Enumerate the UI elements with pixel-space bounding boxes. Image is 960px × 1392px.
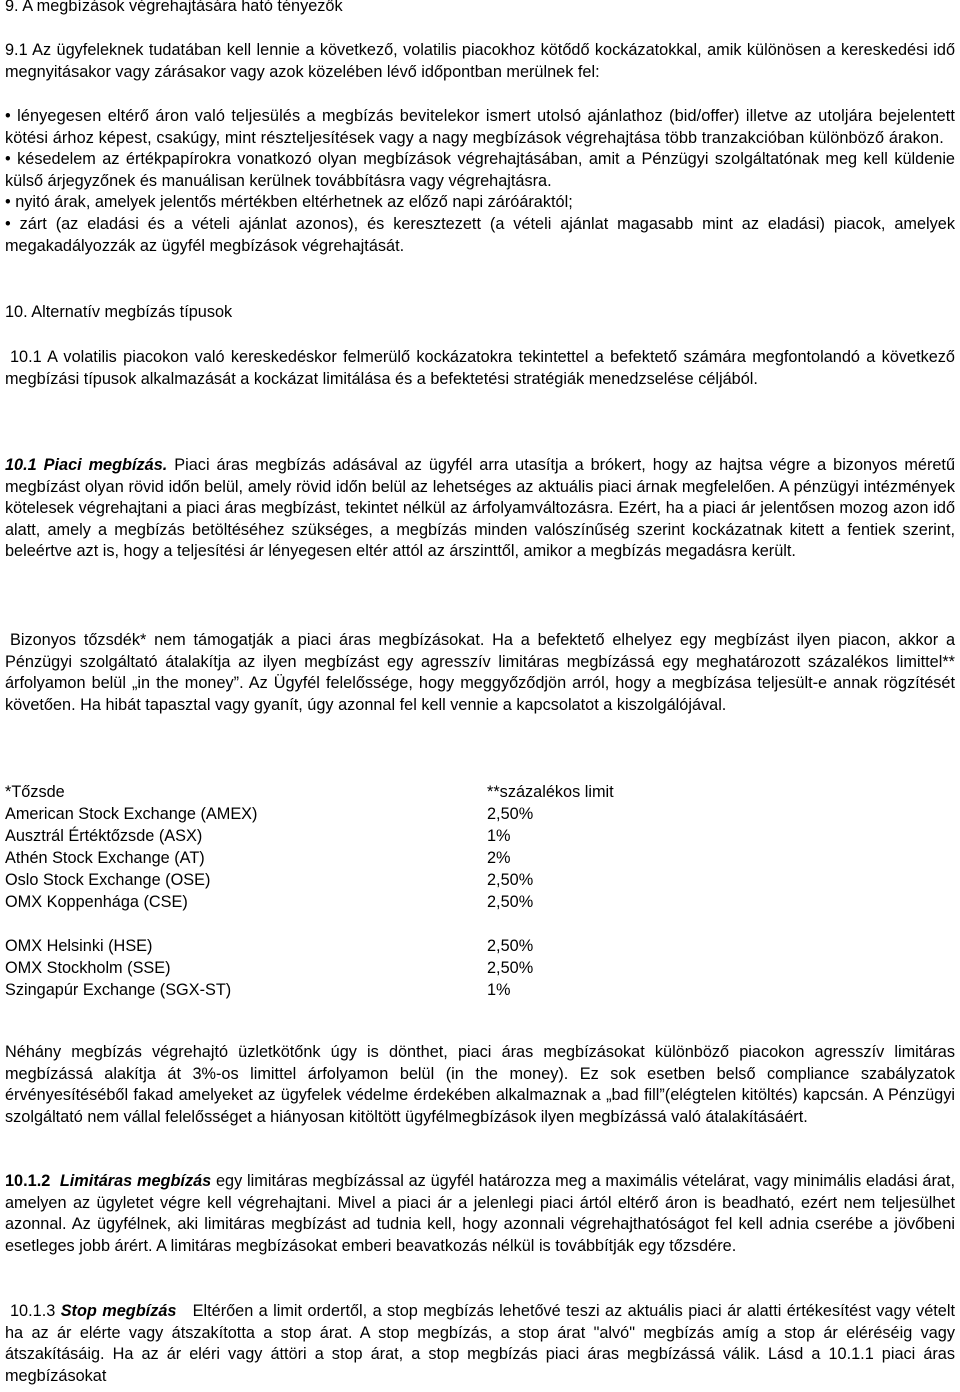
exchange-limit: 2,50% bbox=[487, 805, 534, 823]
market-order-heading: 10.1 Piaci megbízás. bbox=[5, 456, 168, 474]
risk-bullet: • nyitó árak, amelyek jelentős mértékben eltérhetnek az előző napi záróáraktól; bbox=[5, 192, 955, 214]
stop-order-paragraph bbox=[5, 1301, 955, 1387]
table-row bbox=[5, 979, 955, 1001]
table-row bbox=[5, 847, 955, 869]
table-spacer bbox=[5, 913, 955, 935]
exchange-name: American Stock Exchange (AMEX) bbox=[5, 805, 258, 823]
exchange-name: Ausztrál Értéktőzsde (ASX) bbox=[5, 827, 203, 845]
risk-bullet: • lényegesen eltérő áron való teljesülés a megbízás bevitelekor ismert utolsó ajánlathoz (bid/offer) illetve az utoljára bejelentett kötési árhoz képest, csakúgy, mint részteljesítések vagy a nagy megbízások végrehajtása több tranzakcióban különböző árakon. bbox=[5, 106, 955, 149]
risk-bullet-list bbox=[5, 106, 955, 257]
exchange-name: Oslo Stock Exchange (OSE) bbox=[5, 871, 211, 889]
limit-column-header: **százalékos limit bbox=[487, 783, 614, 801]
table-row bbox=[5, 957, 955, 979]
risk-bullet: • zárt (az eladási és a vételi ajánlat azonos), és keresztezett (a vételi ajánlat magasabb mint az eladási) piacok, amelyek megakadályozzák az ügyfél megbízások végrehajtását. bbox=[5, 214, 955, 257]
section-9-intro: 9.1 Az ügyfeleknek tudatában kell lennie a következő, volatilis piacokhoz kötődő kockázatokkal, amik különösen a kereskedési idő megnyitásakor vagy zárásakor vagy azok közelében lévő időpontban merülnek fel: bbox=[5, 41, 955, 81]
market-order-text: Piaci áras megbízás adásával az ügyfél arra utasítja a brókert, hogy az hajtsa végre a bizonyos méretű megbízást olyan rövid időn belül, amely rövid időn belül az lehetséges az aktuális piaci árnak megfelelően. A pénzügyi intézmények kötelesek végrehajtani a piaci áras megbízást, tekintet nélkül az árfolyamváltozásra. Ezért, ha a piaci ár jelentősen mozog azon idő alatt, amely a megbízás betöltéséhez szükséges, a megbízás minden valószínűség szerint kockázatnak kitett a fentiek szerint, beleértve azt is, hogy a teljesítési ár lényegesen eltér attól az árszinttől, amikor a megbízás megadásra került. bbox=[5, 456, 956, 561]
table-row bbox=[5, 825, 955, 847]
limit-order-text: egy limitáras megbízással az ügyfél határozza meg a maximális vételárat, vagy minimális eladási árat, amelyen az ügyletet végre kell végrehajtani. Mivel a piaci ár a jelenlegi piaci ártól eltérő áron is beadható, ezért nem teljesülhet azonnal. Az ügyfélnek, aki limitáras megbízást ad tudnia kell, hogy azonnali végrehajthatóságot fel kell adnia cserébe a jövőbeni esetleges jobb árért. A limitáras megbízásokat emberi beavatkozás nélkül is továbbítják egy tőzsdére. bbox=[5, 1172, 955, 1255]
exchange-limit: 2,50% bbox=[487, 893, 534, 911]
limit-order-number: 10.1.2 bbox=[5, 1172, 51, 1190]
stop-order-text: Eltérően a limit ordertől, a stop megbízás lehetővé teszi az aktuális piaci ár alatti értékesítést vagy vételt ha az ár elérte vagy átszakította a stop árat. A stop megbízás, a stop árat "alvó" megbízás amíg a stop ár eléréséig vagy átszakításáig. Ha az ár eléri vagy áttöri a stop árat, a stop megbízás piaci áras megbízássá válik. Lásd a 10.1.1 piaci áras megbízásokat bbox=[5, 1302, 955, 1385]
table-row bbox=[5, 803, 955, 825]
table-row bbox=[5, 935, 955, 957]
limit-order-paragraph bbox=[5, 1171, 955, 1257]
exchange-name: OMX Koppenhága (CSE) bbox=[5, 893, 188, 911]
stop-order-heading: Stop megbízás bbox=[60, 1302, 177, 1320]
limit-order-heading: Limitáras megbízás bbox=[59, 1172, 212, 1190]
stop-order-number: 10.1.3 bbox=[10, 1302, 56, 1320]
exchange-note: Bizonyos tőzsdék* nem támogatják a piaci áras megbízásokat. Ha a befektető elhelyez egy megbízást ilyen piacon, akkor a Pénzügyi szolgáltató átalakítja az ilyen megbízást egy agresszív limitáras megbízássá egy meghatározott százalékos limittel** árfolyamon belül „in the money”. Az Ügyfél felelőssége, hogy meggyőződjön arról, hogy a megbízása teljesült-e annak rögzítését követően. Ha hibát tapasztal vagy gyanít, úgy azonnal fel kell vennie a kapcsolatot a kiszolgálójával. bbox=[5, 631, 955, 714]
exchange-limit: 2% bbox=[487, 849, 511, 867]
table-row bbox=[5, 869, 955, 891]
after-table-paragraph: Néhány megbízás végrehajtó üzletkötőnk úgy is dönthet, piaci áras megbízásokat különböző piacokon agresszív limitáras megbízássá alakítja át 3%-os limittel árfolyamon belül (in the money). Ez sok esetben belső compliance szabályzatok érvényesítéséből fakad amelyeket az ügyfelek védelme érdekében alkalmaznak a „bad fill”(elégtelen kitöltés) kapcsán. A Pénzügyi szolgáltató nem vállal felelősséget a hiányosan kitöltött ügyfélmegbízások ilyen megbízássá való átalakításáért. bbox=[5, 1043, 955, 1126]
exchange-name: Szingapúr Exchange (SGX-ST) bbox=[5, 981, 232, 999]
table-row bbox=[5, 891, 955, 913]
market-order-paragraph bbox=[5, 455, 955, 563]
exchange-name: OMX Helsinki (HSE) bbox=[5, 937, 153, 955]
section-9-title: 9. A megbízások végrehajtására ható tényezők bbox=[5, 0, 343, 15]
exchange-limit-table bbox=[5, 781, 955, 1001]
section-10-title: 10. Alternatív megbízás típusok bbox=[5, 303, 233, 321]
exchange-limit: 1% bbox=[487, 827, 511, 845]
exchange-column-header: *Tőzsde bbox=[5, 783, 65, 801]
exchange-limit: 1% bbox=[487, 981, 511, 999]
exchange-name: Athén Stock Exchange (AT) bbox=[5, 849, 205, 867]
exchange-name: OMX Stockholm (SSE) bbox=[5, 959, 171, 977]
exchange-limit: 2,50% bbox=[487, 871, 534, 889]
exchange-limit: 2,50% bbox=[487, 959, 534, 977]
exchange-limit: 2,50% bbox=[487, 937, 534, 955]
table-header-row bbox=[5, 781, 955, 803]
risk-bullet: • késedelem az értékpapírokra vonatkozó olyan megbízások végrehajtásában, amit a Pénzügyi szolgáltatónak meg kell küldenie külső árjegyzőnek és manuálisan kerülnek továbbításra vagy végrehajtásra. bbox=[5, 149, 955, 192]
section-10-intro: 10.1 A volatilis piacokon való kereskedéskor felmerülő kockázatokra tekintettel a befektető számára megfontolandó a következő megbízási típusok alkalmazását a kockázat limitálása és a befektetési stratégiák menedzselése céljából. bbox=[5, 348, 955, 388]
